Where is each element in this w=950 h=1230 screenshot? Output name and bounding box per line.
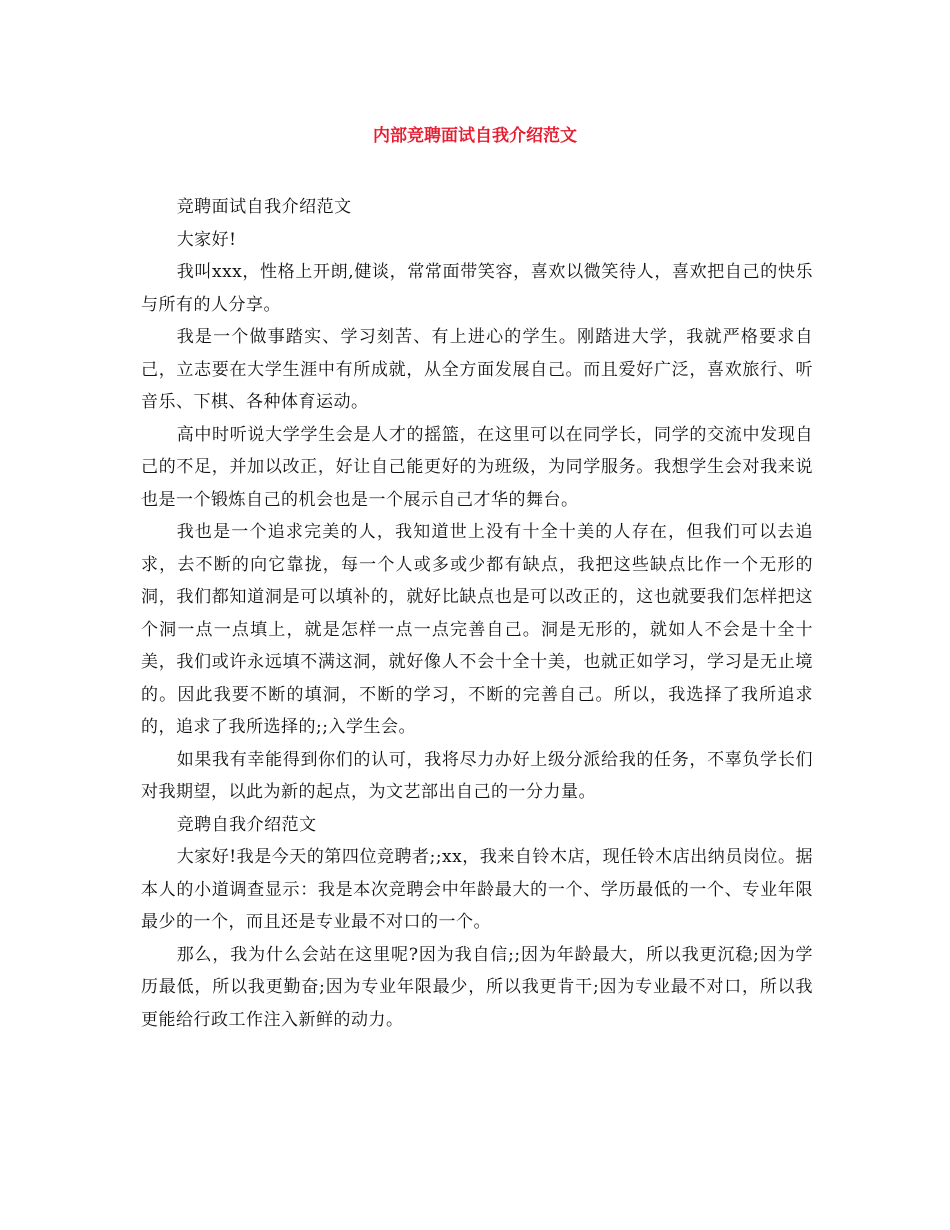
greeting-paragraph: 大家好! [176, 229, 237, 250]
body-paragraph: 那么，我为什么会站在这里呢?因为我自信;;因为年龄最大，所以我更沉稳;因为学历最低，所以我更勤奋;因为专业年限最少，所以我更肯干;因为专业最不对口，所以我更能给行政工作注入新鲜的动力。 [141, 944, 813, 1030]
body-paragraph: 如果我有幸能得到你们的认可，我将尽力办好上级分派给我的任务，不辜负学长们对我期望，以此为新的起点，为文艺部出自己的一分力量。 [141, 749, 813, 802]
body-paragraph: 高中时听说大学学生会是人才的摇篮，在这里可以在同学长，同学的交流中发现自己的不足，并加以改正，好让自己能更好的为班级，为同学服务。我想学生会对我来说也是一个锻炼自己的机会也是一个展示自己才华的舞台。 [141, 424, 813, 510]
body-paragraph: 我是一个做事踏实、学习刻苦、有上进心的学生。刚踏进大学，我就严格要求自己，立志要在大学生涯中有所成就，从全方面发展自己。而且爱好广泛，喜欢旅行、听音乐、下棋、各种体育运动。 [141, 327, 813, 412]
heading-paragraph-1: 竞聘面试自我介绍范文 [176, 197, 352, 217]
body-paragraph: 我叫xxx，性格上开朗,健谈，常常面带笑容，喜欢以微笑待人，喜欢把自己的快乐与所有的人分享。 [141, 262, 813, 315]
body-paragraph: 大家好!我是今天的第四位竞聘者;;xx，我来自铃木店，现任铃木店出纳员岗位。据本人的小道调查显示：我是本次竞聘会中年龄最大的一个、学历最低的一个、专业年限最少的一个，而且还是专业最不对口的一个。 [141, 847, 813, 932]
heading-paragraph-2: 竞聘自我介绍范文 [176, 814, 317, 835]
document-title: 内部竞聘面试自我介绍范文 [373, 126, 577, 146]
body-paragraph: 我也是一个追求完美的人，我知道世上没有十全十美的人存在，但我们可以去追求，去不断的向它靠拢，每一个人或多或少都有缺点，我把这些缺点比作一个无形的洞，我们都知道洞是可以填补的，就好比缺点也是可以改正的，这也就要我们怎样把这个洞一点一点填上，就是怎样一点一点完善自己。洞是无形的，就如人不会是十全十美，我们或许永远填不满这洞，就好像人不会十全十美，也就正如学习，学习是无止境的。因此我要不断的填洞，不断的学习，不断的完善自己。所以，我选择了我所追求的，追求了我所选择的;;入学生会。 [141, 522, 813, 737]
document-body [141, 191, 813, 1036]
